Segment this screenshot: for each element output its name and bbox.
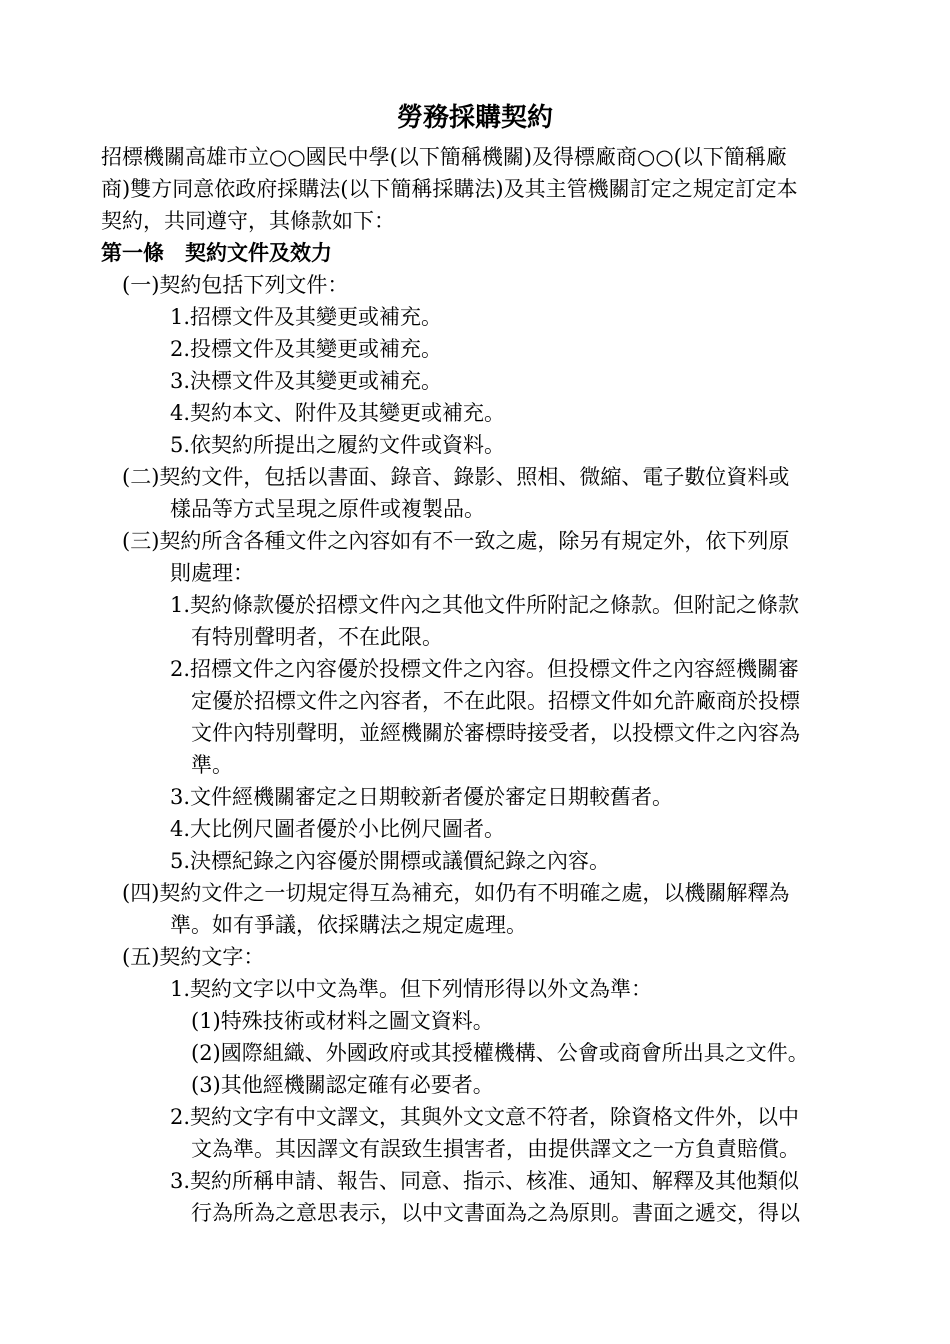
item-3-sub-2-line-2: 定優於招標文件之內容者，不在此限。招標文件如允許廠商於投標 [191,689,800,713]
item-3-sub-5: 5.決標紀錄之內容優於開標或議價紀錄之內容。 [170,849,611,873]
preamble-line-3: 契約，共同遵守，其條款如下： [101,209,395,233]
item-1-subitem-2: 2.投標文件及其變更或補充。 [170,337,443,361]
preamble-line-1: 招標機關高雄市立○○國民中學(以下簡稱機關)及得標廠商○○(以下簡稱廠 [101,145,787,169]
item-3-line-1: (三)契約所含各種文件之內容如有不一致之處，除另有規定外，依下列原 [122,529,790,553]
item-1-subitem-5: 5.依契約所提出之履約文件或資料。 [170,433,506,457]
item-5-sub-1: 1.契約文字以中文為準。但下列情形得以外文為準： [170,977,653,1001]
item-5-sub-1-item-2: (2)國際組織、外國政府或其授權機構、公會或商會所出具之文件。 [191,1041,809,1065]
item-5-sub-1-item-1: (1)特殊技術或材料之圖文資料。 [191,1009,494,1033]
item-3-sub-4: 4.大比例尺圖者優於小比例尺圖者。 [170,817,506,841]
item-3-sub-2-line-3: 文件內特別聲明，並經機關於審標時接受者，以投標文件之內容為 [191,721,800,745]
item-5-sub-2-line-1: 2.契約文字有中文譯文，其與外文文意不符者，除資格文件外，以中 [170,1105,800,1129]
item-5-sub-1-item-3: (3)其他經機關認定確有必要者。 [191,1073,494,1097]
item-1-subitem-3: 3.決標文件及其變更或補充。 [170,369,443,393]
item-1-subitem-4: 4.契約本文、附件及其變更或補充。 [170,401,506,425]
document-title: 勞務採購契約 [396,103,553,133]
item-2-line-1: (二)契約文件，包括以書面、錄音、錄影、照相、微縮、電子數位資料或 [122,465,790,489]
article-1-heading: 第一條 契約文件及效力 [101,240,332,265]
item-4-line-2: 準。如有爭議，依採購法之規定處理。 [170,913,527,937]
preamble-line-2: 商)雙方同意依政府採購法(以下簡稱採購法)及其主管機關訂定之規定訂定本 [101,177,798,201]
item-3-sub-2-line-1: 2.招標文件之內容優於投標文件之內容。但投標文件之內容經機關審 [170,657,800,681]
item-1-label: (一)契約包括下列文件： [122,273,349,297]
item-1-subitem-1: 1.招標文件及其變更或補充。 [170,305,443,329]
item-2-line-2: 樣品等方式呈現之原件或複製品。 [170,497,485,521]
item-5-sub-2-line-2: 文為準。其因譯文有誤致生損害者，由提供譯文之一方負責賠償。 [191,1137,800,1161]
item-3-sub-1-line-1: 1.契約條款優於招標文件內之其他文件所附記之條款。但附記之條款 [170,593,800,617]
item-4-line-1: (四)契約文件之一切規定得互為補充，如仍有不明確之處，以機關解釋為 [122,881,790,905]
item-3-sub-2-line-4: 準。 [191,753,233,777]
item-5-sub-3-line-1: 3.契約所稱申請、報告、同意、指示、核准、通知、解釋及其他類似 [170,1169,800,1193]
item-5-label: (五)契約文字： [122,945,265,969]
item-3-sub-1-line-2: 有特別聲明者，不在此限。 [191,625,443,649]
item-5-sub-3-line-2: 行為所為之意思表示，以中文書面為之為原則。書面之遞交，得以 [191,1201,800,1225]
item-3-sub-3: 3.文件經機關審定之日期較新者優於審定日期較舊者。 [170,785,674,809]
item-3-line-2: 則處理： [170,561,254,585]
